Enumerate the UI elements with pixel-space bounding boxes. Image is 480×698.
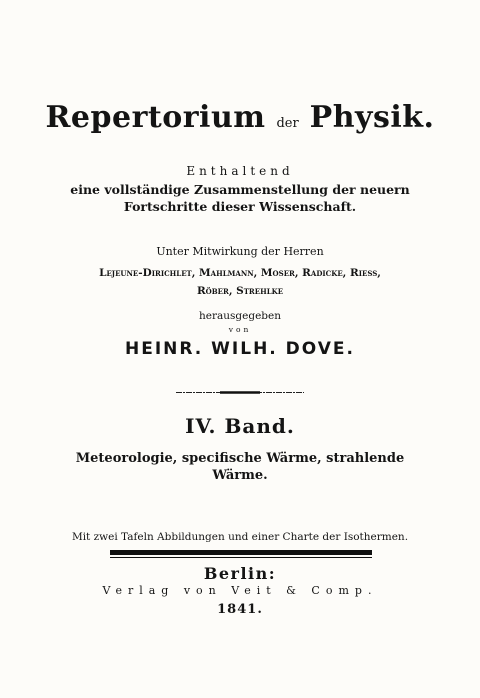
title-main-after: Physik.: [309, 100, 435, 135]
von-label: von: [228, 325, 252, 334]
imprint-rule-thin: [110, 557, 372, 558]
imprint-publisher: Verlag von Veit & Comp.: [102, 584, 378, 597]
contributors-line-1: Lejeune-Dirichlet, Mahlmann, Moser, Radicke, Riess,: [99, 267, 381, 279]
ornamental-divider: [176, 391, 304, 394]
subject-line-2: Wärme.: [212, 468, 268, 483]
title-main-before: Repertorium: [45, 100, 266, 135]
enthaltend-label: Enthaltend: [186, 164, 294, 178]
book-title: [0, 100, 480, 135]
description-line-1: eine vollständige Zusammenstellung der neuern: [70, 182, 410, 197]
herausgegeben-label: herausgegeben: [199, 310, 281, 322]
editor-name: HEINR. WILH. DOVE.: [124, 339, 356, 359]
description-line-2: Fortschritte dieser Wissenschaft.: [123, 199, 357, 214]
plates-note: Mit zwei Tafeln Abbildungen und einer Charte der Isothermen.: [71, 531, 409, 543]
imprint-city: Berlin:: [203, 564, 277, 583]
contributors-intro: Unter Mitwirkung der Herren: [156, 245, 324, 258]
title-connector: der: [276, 116, 299, 131]
volume-number: IV. Band.: [185, 414, 295, 438]
imprint-rule-thick: [110, 550, 372, 555]
subject-line-1: Meteorologie, specifische Wärme, strahlende: [75, 451, 405, 466]
contributors-line-2: Röber, Strehlke: [196, 285, 284, 297]
imprint-year: 1841.: [217, 602, 263, 617]
